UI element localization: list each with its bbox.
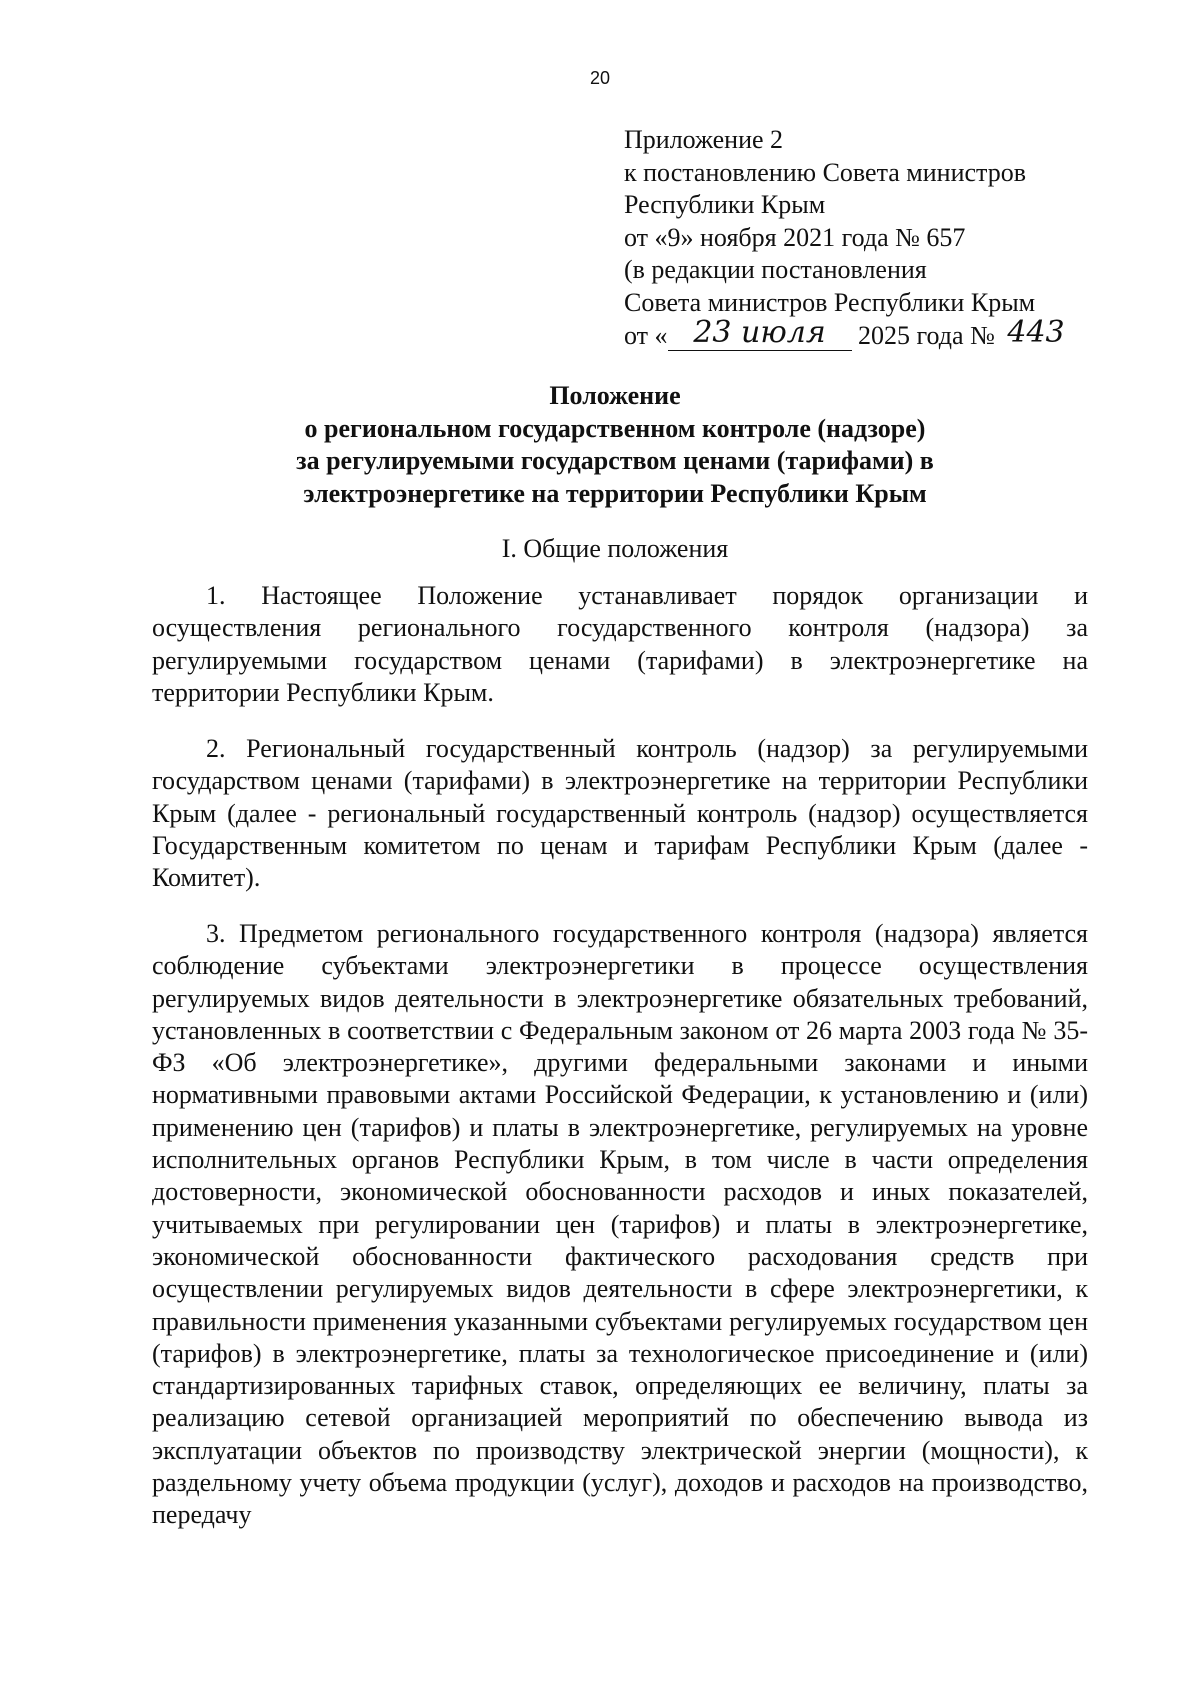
document-title xyxy=(150,380,1080,510)
annex-line: Совета министров Республики Крым xyxy=(624,287,1036,317)
section-heading: I. Общие положения xyxy=(501,534,729,563)
title-line: электроэнергетике на территории Республики Крым xyxy=(303,478,927,508)
paragraph-text: 3. Предметом регионального государственного контроля (надзора) является соблюдение субъектами электроэнергетики в процессе осуществления регулируемых видов деятельности в электроэнергетике обязательных требований, установленных в соответствии с Федеральным законом от 26 марта 2003 года № 35-ФЗ «Об электроэнергетике», другими федеральными законами и иными нормативными правовыми актами Российской Федерации, к установлению и (или) применению цен (тарифов) и платы в электроэнергетике, регулируемых на уровне исполнительных органов Республики Крым, в том числе в части определения достоверности, экономической обоснованности расходов и иных показателей, учитываемых при регулировании цен (тарифов) и платы в электроэнергетике, экономической обоснованности фактического расходования средств при осуществлении регулируемых видов деятельности в сфере электроэнергетики, к правильности применения указанными субъектами регулируемых государством цен (тарифов) в электроэнергетике, платы за технологическое присоединение и (или) стандартизированных тарифных ставок, определяющих ее величину, платы за реализацию сетевой организацией мероприятий по обеспечению вывода из эксплуатации объектов по производству электрической энергии (мощности), к раздельному учету объема продукции (услуг), доходов и расходов на производство, передачу xyxy=(152,919,1088,1530)
annex-block xyxy=(624,124,1087,353)
amendment-date-line xyxy=(624,315,1087,353)
date-middle: 2025 года № xyxy=(858,321,995,350)
title-line: о региональном государственном контроле (надзоре) xyxy=(304,413,926,443)
handwritten-number: 443 xyxy=(1007,315,1065,350)
paragraph-1 xyxy=(152,580,1088,709)
annex-line: к постановлению Совета министров xyxy=(624,157,1026,187)
paragraph-3 xyxy=(152,918,1088,1532)
handwritten-date: 23 июля xyxy=(668,317,852,351)
title-line: за регулируемыми государством ценами (тарифами) в xyxy=(296,446,934,475)
paragraph-text: 1. Настоящее Положение устанавливает порядок организации и осуществления регионального государственного контроля (надзора) за регулируемыми государством ценами (тарифами) в электроэнергетике на территории Республики Крым. xyxy=(152,581,1088,707)
annex-line: Республики Крым xyxy=(624,190,826,219)
page-number: 20 xyxy=(589,68,611,88)
paragraph-2 xyxy=(152,733,1088,894)
annex-line: (в редакции постановления xyxy=(624,255,927,284)
annex-line: Приложение 2 xyxy=(624,125,784,154)
title-line: Положение xyxy=(549,381,681,410)
paragraph-text: 2. Региональный государственный контроль (надзор) за регулируемыми государством ценами (тарифами) в электроэнергетике на территории Республики Крым (далее - региональный государственный контроль (надзор) осуществляется Государственным комитетом по ценам и тарифам Республики Крым (далее - Комитет). xyxy=(152,734,1088,893)
annex-line: от «9» ноября 2021 года № 657 xyxy=(624,222,966,252)
date-prefix: от « xyxy=(624,321,668,350)
